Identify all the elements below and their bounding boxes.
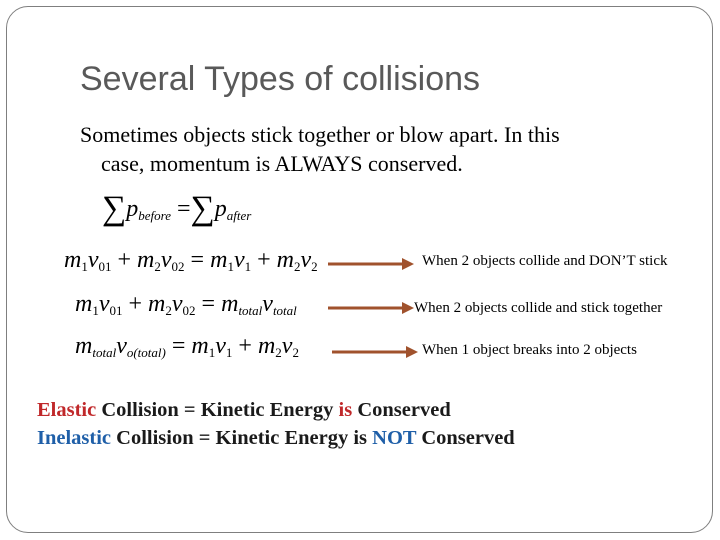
collision-definitions [37,396,515,452]
slide-title: Several Types of collisions [80,60,481,98]
body-line-1: Sometimes objects stick together or blow apart. In this [80,122,560,147]
note-dont-stick: When 2 objects collide and DON’T stick [422,253,668,269]
equation-stick: $m_1v_{01} + m_2v_{02} = m_{total}v_{total}$ [75,291,297,318]
equation-breakup: $m_{total}v_{o(total)} = m_1v_1 + m_2v_2$ [75,333,299,360]
inelastic-definition: Inelastic Collision = Kinetic Energy is NOT Conserved [37,427,515,449]
arrow-right-icon [330,344,420,360]
sum-equation: $\sum p_{before} =\sum p_{after}$ [102,190,252,227]
note-stick-together: When 2 objects collide and stick together [414,300,663,316]
body-paragraph [80,120,680,178]
body-line-2: case, momentum is ALWAYS conserved. [101,151,463,176]
equation-elastic: $m_1v_{01} + m_2v_{02} = m_1v_1 + m_2v_2$ [64,247,318,274]
elastic-definition: Elastic Collision = Kinetic Energy is Conserved [37,399,451,421]
arrow-right-icon [326,300,416,316]
arrow-right-icon [326,256,416,272]
note-breaks-apart: When 1 object breaks into 2 objects [422,342,637,358]
